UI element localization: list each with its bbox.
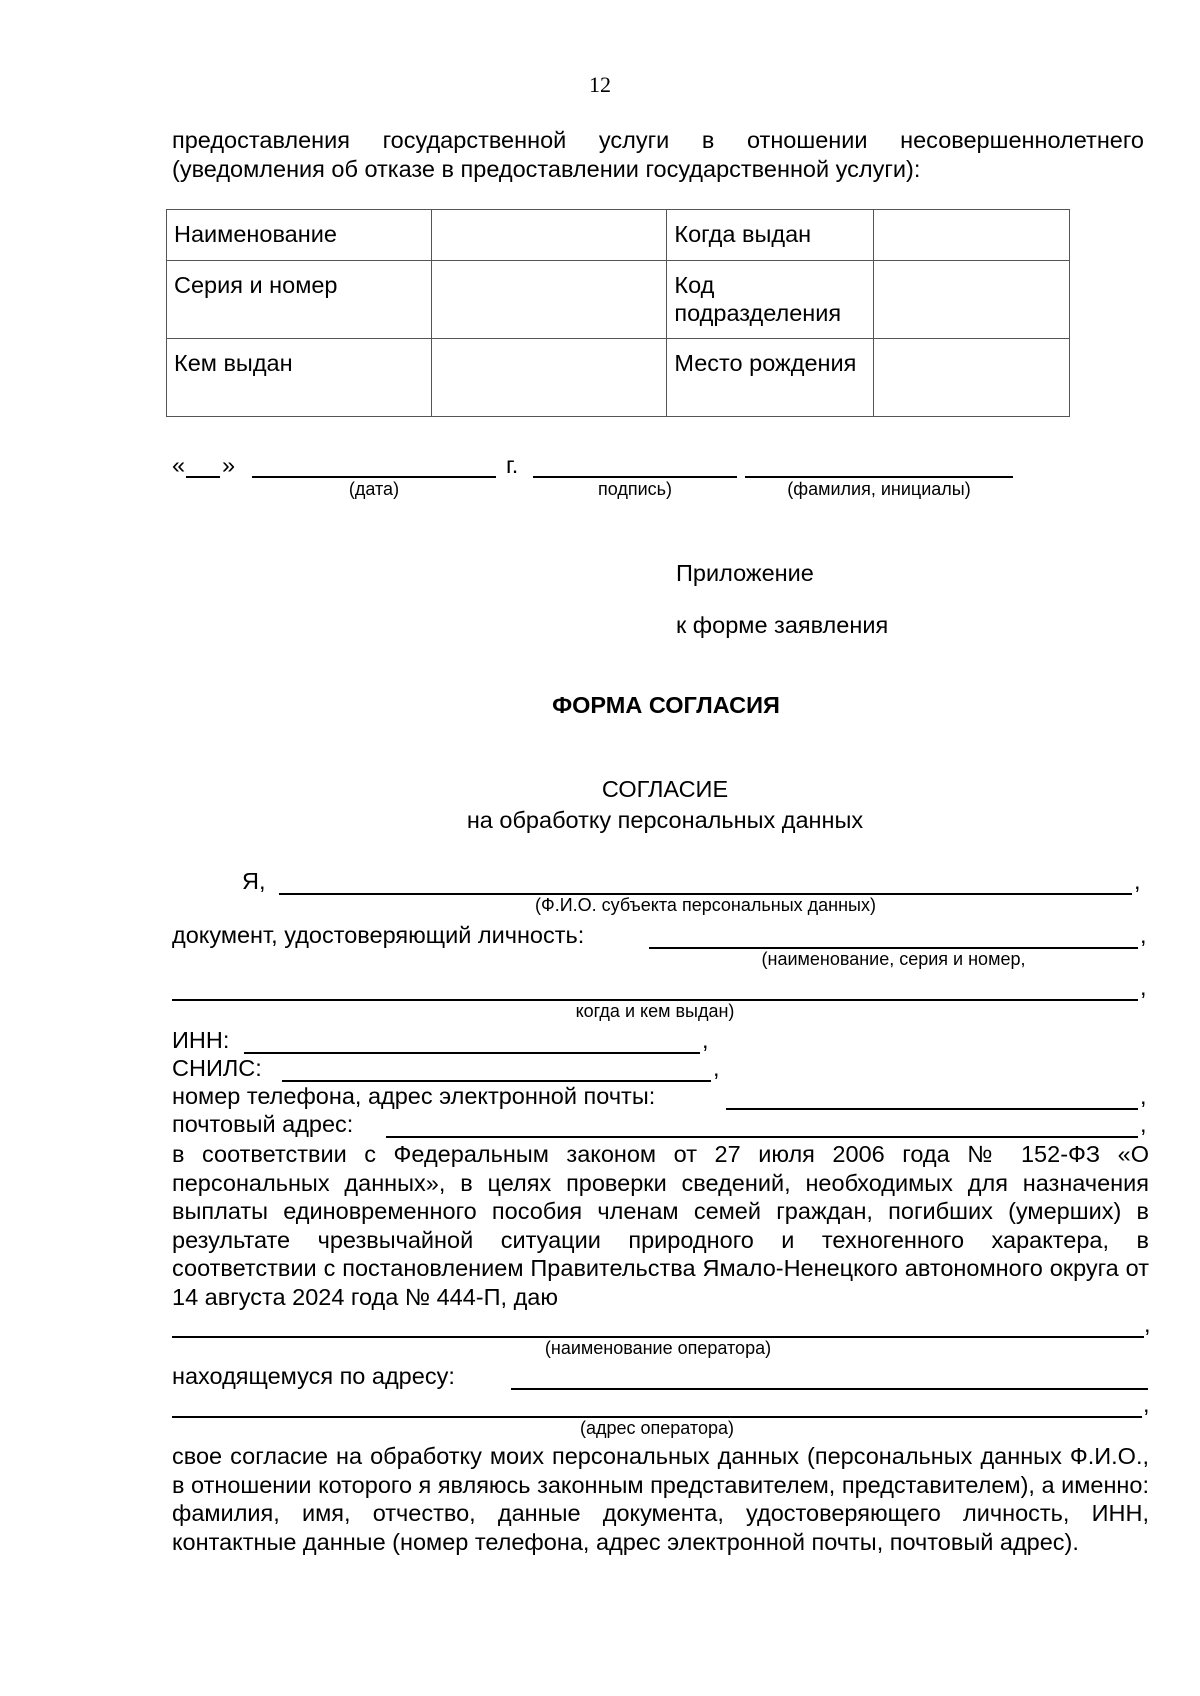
table-label-issued-by: Кем выдан [167,339,432,417]
appendix-subtitle: к форме заявления [676,612,889,638]
signature-caption: подпись) [597,479,673,499]
table-value-cell[interactable] [431,261,667,339]
operator-address-field[interactable] [511,1388,1148,1390]
postal-field[interactable] [386,1136,1138,1138]
signature-field[interactable] [533,476,737,478]
appendix-title: Приложение [676,560,814,586]
date-caption: (дата) [348,479,400,499]
comma: , [1140,1111,1147,1137]
table-row [167,339,1070,417]
snils-field[interactable] [282,1080,711,1082]
signature-line [172,452,1072,502]
year-mark: г. [506,452,519,478]
fio-caption: (Ф.И.О. субъекта персональных данных) [535,895,876,915]
comma: , [702,1027,709,1053]
table-label-birthplace: Место рождения [667,339,874,417]
day-line[interactable] [186,476,220,478]
date-line[interactable] [252,476,496,478]
comma: , [1143,1391,1150,1417]
law-paragraph: в соответствии с Федеральным законом от 27 июля 2006 года № 152-ФЗ «О персональных данных», в целях проверки сведений, необходимых для назначения выплаты единовременного пособия членам семей граждан, погибших (умерших) в результате чрезвычайной ситуации природного и техногенного характера, в соответствии с постановлением Правительства Ямало-Ненецкого автономного округа от 14 августа 2024 года № 444-П, даю [172,1141,1149,1310]
document-caption: (наименование, серия и номер, [761,949,1026,969]
comma: , [1144,1311,1151,1337]
i-label: Я, [242,868,266,894]
table-row [167,210,1070,261]
operator-address-caption: (адрес оператора) [580,1418,734,1438]
final-paragraph: свое согласие на обработку моих персональных данных (персональных данных Ф.И.О., в отношении которого я являюсь законным представителем, представителем), а именно: фамилия, имя, отчество, данные документа, удостоверяющего личность, ИНН, контактные данные (номер телефона, адрес электронной почты, почтовый адрес). [172,1443,1149,1555]
table-label-series-number: Серия и номер [167,261,432,339]
table-value-cell[interactable] [874,210,1070,261]
page-number: 12 [589,72,611,97]
issued-caption: когда и кем выдан) [575,1001,735,1021]
quote-open: « [172,452,186,478]
table-value-cell[interactable] [874,339,1070,417]
table-label-issued-date: Когда выдан [667,210,874,261]
table-row [167,261,1070,339]
form-title: ФОРМА СОГЛАСИЯ [552,692,780,718]
quote-close: » [222,452,236,478]
table-value-cell[interactable] [431,210,667,261]
table-value-cell[interactable] [431,339,667,417]
table-value-cell[interactable] [874,261,1070,339]
inn-label: ИНН: [172,1027,230,1053]
table-label-division-code: Код подразделения [667,261,874,339]
comma: , [713,1055,720,1081]
operator-name-caption: (наименование оператора) [544,1338,772,1358]
name-line[interactable] [745,476,1013,478]
snils-label: СНИЛС: [172,1055,262,1081]
operator-address-label: находящемуся по адресу: [172,1363,455,1389]
comma: , [1134,868,1141,894]
postal-label: почтовый адрес: [172,1111,354,1137]
phone-email-field[interactable] [726,1108,1138,1110]
name-caption: (фамилия, инициалы) [787,479,971,499]
comma: , [1140,1083,1147,1109]
document-table [166,209,1070,417]
comma: , [1140,974,1147,1000]
inn-field[interactable] [244,1052,700,1054]
document-label: документ, удостоверяющий личность: [172,922,585,948]
table-label-name: Наименование [167,210,432,261]
consent-title: СОГЛАСИЕ [601,776,729,802]
comma: , [1140,922,1147,948]
consent-subtitle: на обработку персональных данных [466,807,864,833]
intro-text: предоставления государственной услуги в отношении несовершеннолетнего (уведомления об отказе в предоставлении государственной услуги): [172,127,1144,182]
phone-label: номер телефона, адрес электронной почты: [172,1083,656,1109]
